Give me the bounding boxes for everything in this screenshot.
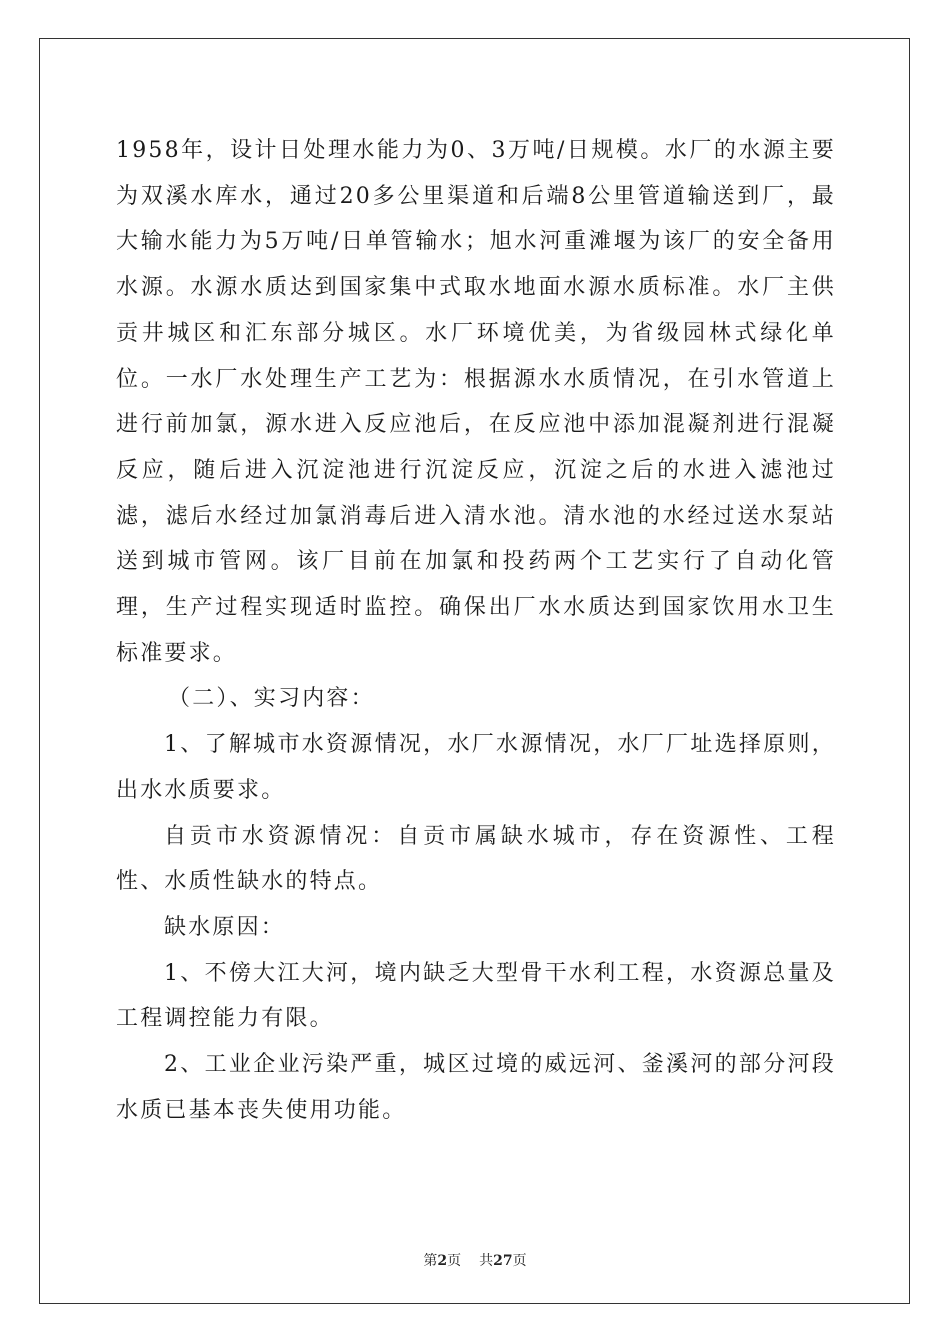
body-paragraph: 1、了解城市水资源情况，水厂水源情况，水厂厂址选择原则，出水水质要求。 [116,732,836,803]
total-page-count: 27 [493,1253,513,1269]
page-label-prefix: 第 [423,1253,438,1269]
body-paragraph: 自贡市水资源情况：自贡市属缺水城市，存在资源性、工程性、水质性缺水的特点。 [116,823,836,895]
section-heading: （二）、实习内容： [168,686,375,712]
body-paragraph: 缺水原因： [164,914,286,940]
current-page-number: 2 [437,1253,448,1269]
page-footer [0,1250,950,1270]
document-body [116,128,836,1133]
total-label-prefix: 共 [479,1253,494,1269]
list-item: 2、工业企业污染严重，城区过境的威远河、釜溪河的部分河段水质已基本丧失使用功能。 [116,1052,836,1123]
body-paragraph: 1958年，设计日处理水能力为0、3万吨/日规模。水厂的水源主要为双溪水库水，通过20多公里渠道和后端8公里管道输送到厂，最大输水能力为5万吨/日单管输水；旭水河重滩堰为该厂的安全备用水源。水源水质达到国家集中式取水地面水源水质标准。水厂主供贡井城区和汇东部分城区。水厂环境优美，为省级园林式绿化单位。一水厂水处理生产工艺为：根据源水水质情况，在引水管道上进行前加氯，源水进入反应池后，在反应池中添加混凝剂进行混凝反应，随后进入沉淀池进行沉淀反应，沉淀之后的水进入滤池过滤，滤后水经过加氯消毒后进入清水池。清水池的水经过送水泵站送到城市管网。该厂目前在加氯和投药两个工艺实行了自动化管理，生产过程实现适时监控。确保出厂水水质达到国家饮用水卫生标准要求。 [116,138,836,666]
list-item: 1、不傍大江大河，境内缺乏大型骨干水利工程，水资源总量及工程调控能力有限。 [116,960,836,1032]
page-label-suffix: 页 [447,1253,462,1269]
total-label-suffix: 页 [512,1253,527,1269]
